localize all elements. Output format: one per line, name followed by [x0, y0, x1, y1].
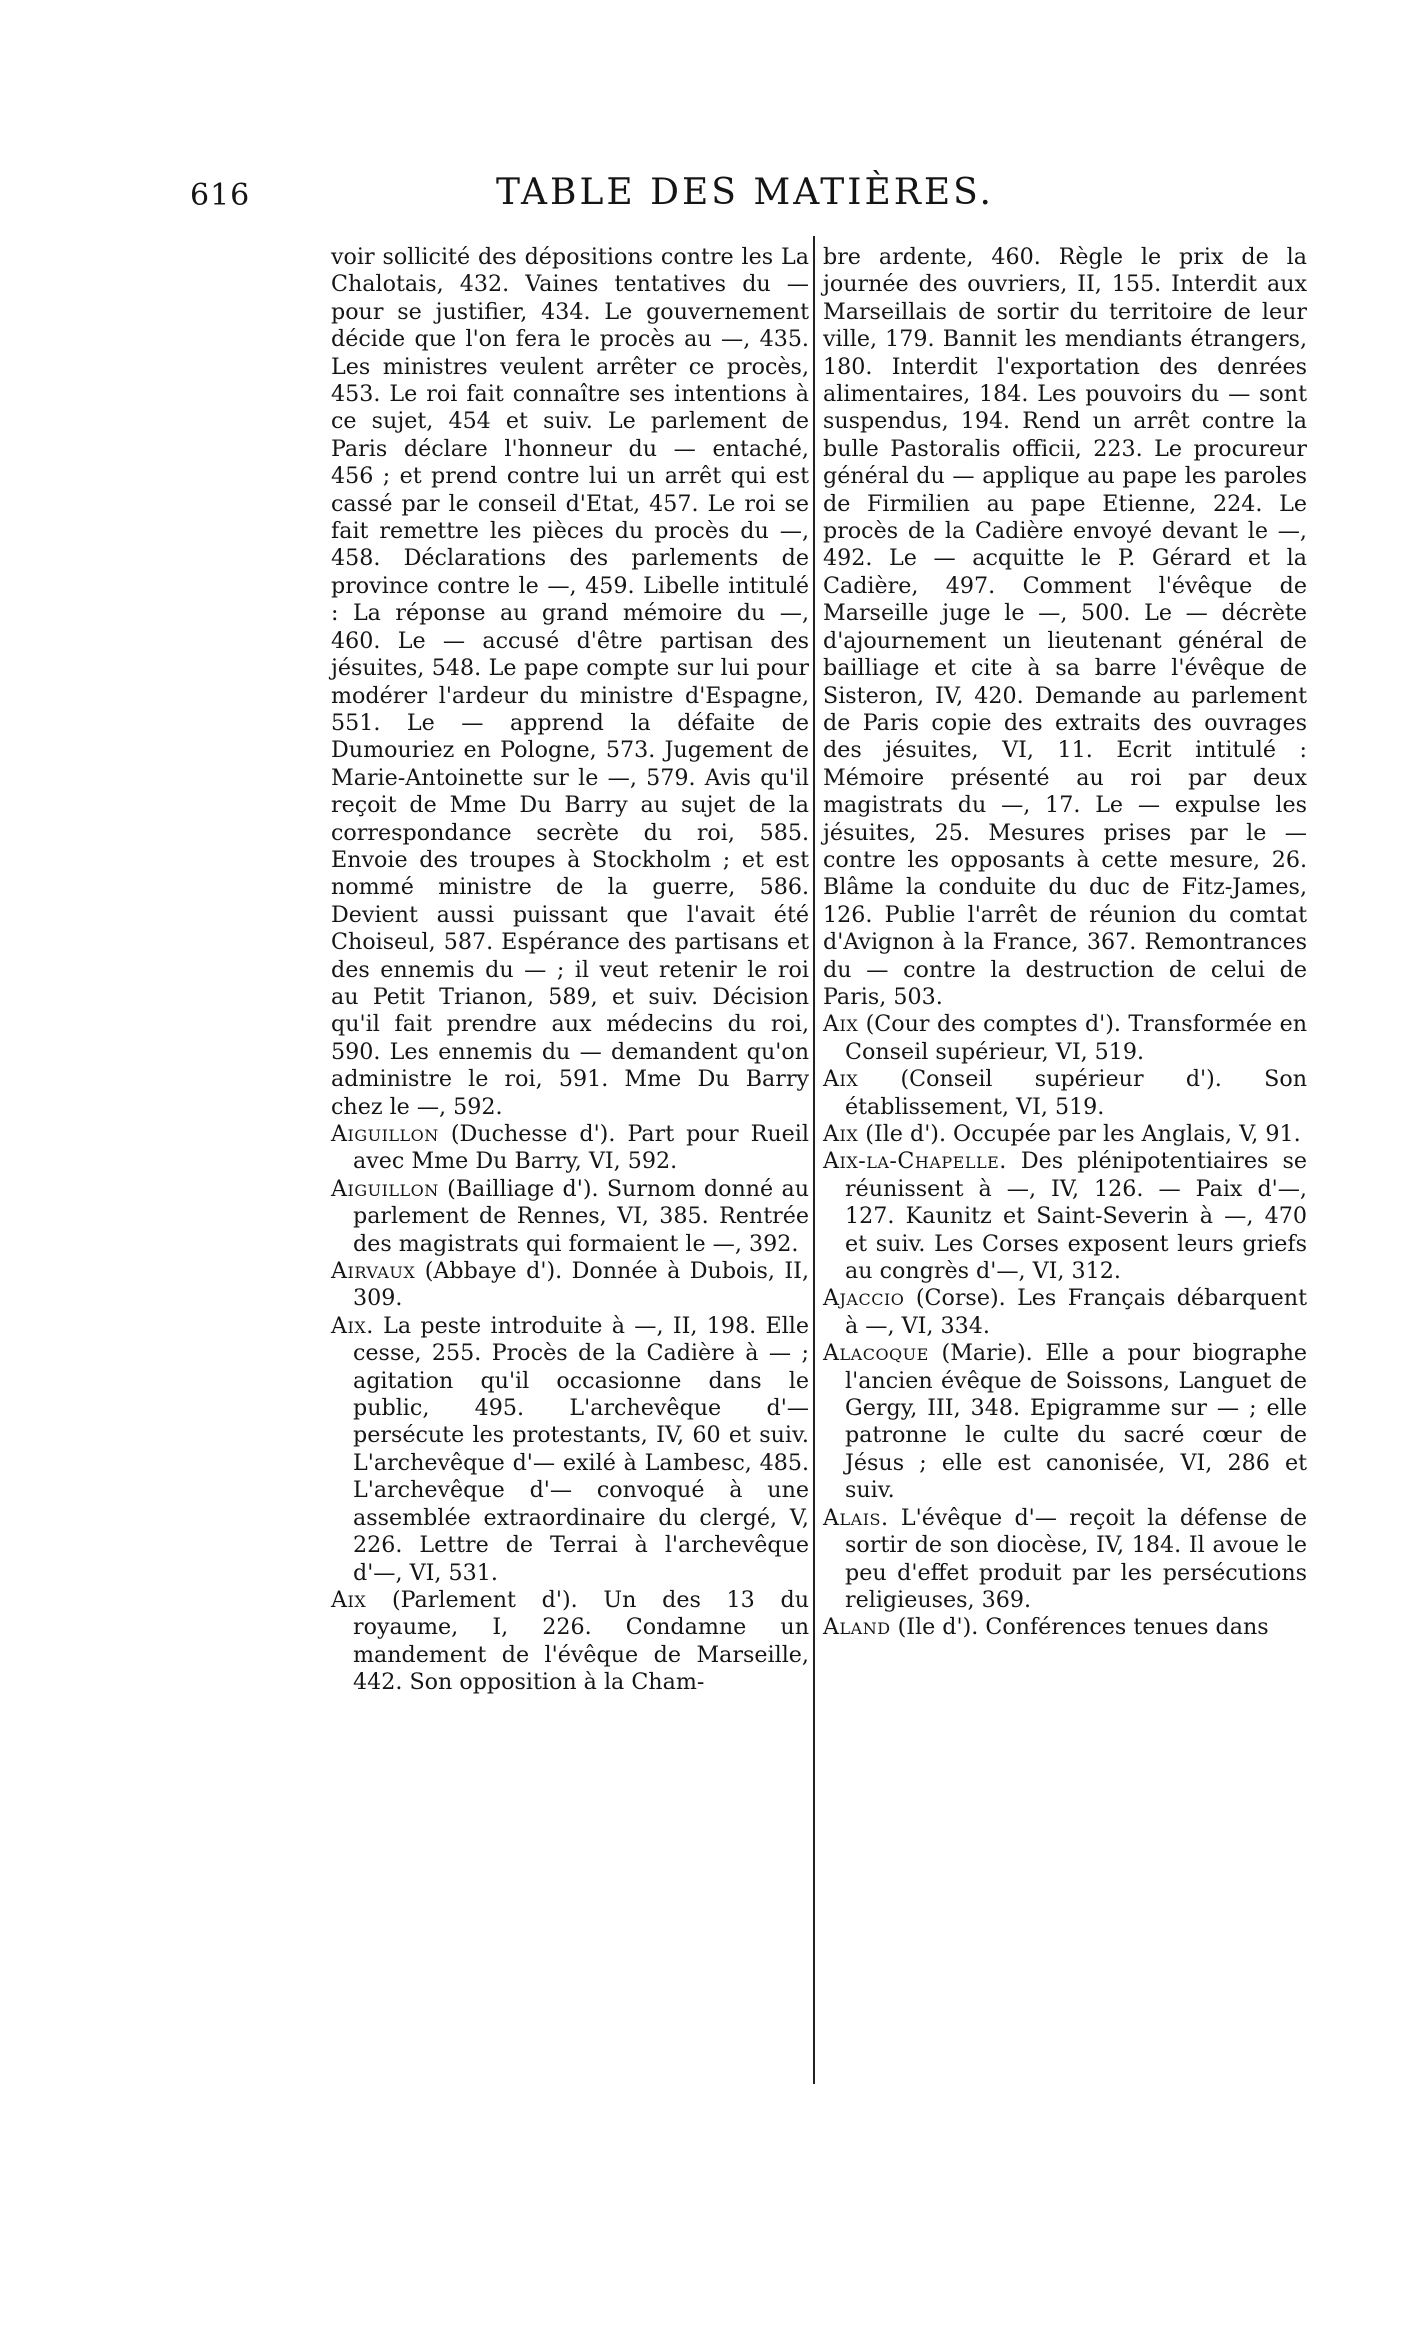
entry-headword: Aix: [823, 1066, 859, 1093]
entry-text: (Conseil supérieur d'). Son établissement, VI, 519.: [845, 1066, 1307, 1120]
entry-text: Des plénipotentiaires se réunissent à —, IV, 126. — Paix d'—, 127. Kaunitz et Saint-Severin à —, 470 et suiv. Les Corses exposent leurs griefs au congrès d'—, VI, 312.: [845, 1148, 1307, 1285]
entry-headword: Aix.: [331, 1312, 374, 1339]
entry-headword: Alais.: [823, 1504, 889, 1531]
entry-headword: Aix-la-Chapelle.: [823, 1148, 1007, 1175]
index-entry: [331, 1121, 809, 1176]
entry-headword: Aland: [823, 1614, 891, 1641]
column-divider: [813, 236, 815, 2084]
index-entry: [823, 1121, 1307, 1148]
entry-text: (Ile d'). Occupée par les Anglais, V, 91.: [858, 1121, 1301, 1147]
entry-text: (Parlement d'). Un des 13 du royaume, I, 226. Condamne un mandement de l'évêque de Marseille, 442. Son opposition à la Cham-: [353, 1586, 809, 1696]
index-entry: [823, 1340, 1307, 1504]
entry-text: (Duchesse d'). Part pour Rueil avec Mme Du Barry, VI, 592.: [353, 1121, 809, 1175]
running-title: TABLE DES MATIÈRES.: [496, 172, 994, 213]
index-entry: [823, 1148, 1307, 1285]
entry-text: (Abbaye d'). Donnée à Dubois, II, 309.: [353, 1258, 809, 1312]
index-entry: [823, 1066, 1307, 1121]
index-entry: [331, 1176, 809, 1258]
index-entry: [823, 1285, 1307, 1340]
right-column: [823, 244, 1307, 1642]
entry-text: bre ardente, 460. Règle le prix de la journée des ouvriers, II, 155. Interdit aux Marseillais de sortir du territoire de leur ville, 179. Bannit les mendiants étrangers, 180. Interdit l'exportation des denrées alimentaires, 184. Les pouvoirs du — sont suspendus, 194. Rend un arrêt contre la bulle Pastoralis officii, 223. Le procureur général du — applique au pape les paroles de Firmilien au pape Etienne, 224. Le procès de la Cadière envoyé devant le —, 492. Le — acquitte le P. Gérard et la Cadière, 497. Comment l'évêque de Marseille juge le —, 500. Le — décrète d'ajournement un lieutenant général de bailliage et cite à sa barre l'évêque de Sisteron, IV, 420. Demande au parlement de Paris copie des extraits des ouvrages des jésuites, VI, 11. Ecrit intitulé : Mémoire présenté au roi par deux magistrats du —, 17. Le — expulse les jésuites, 25. Mesures prises par le — contre les opposants à cette mesure, 26. Blâme la conduite du duc de Fitz-James, 126. Publie l'arrêt de réunion du comtat d'Avignon à la France, 367. Remontrances du — contre la destruction de celui de Paris, 503.: [823, 244, 1307, 1010]
index-continuation: [331, 244, 809, 1121]
page-number: 616: [190, 178, 251, 213]
index-entry: [823, 1011, 1307, 1066]
entry-headword: Ajaccio: [823, 1285, 905, 1312]
entry-text: (Marie). Elle a pour biographe l'ancien évêque de Soissons, Languet de Gergy, III, 348. Epigramme sur — ; elle patronne le culte du sacré cœur de Jésus ; elle est canonisée, VI, 286 et suiv.: [845, 1340, 1307, 1504]
entry-headword: Aix: [823, 1011, 859, 1038]
entry-text: La peste introduite à —, II, 198. Elle cesse, 255. Procès de la Cadière à — ; agitation qu'il occasionne dans le public, 495. L'archevêque d'— persécute les protestants, IV, 60 et suiv. L'archevêque d'— exilé à Lambesc, 485. L'archevêque d'— convoqué à une assemblée extraordinaire du clergé, V, 226. Lettre de Terrai à l'archevêque d'—, VI, 531.: [353, 1312, 809, 1586]
entry-text: voir sollicité des dépositions contre les La Chalotais, 432. Vaines tentatives du — pour se justifier, 434. Le gouvernement décide que l'on fera le procès au —, 435. Les ministres veulent arrêter ce procès, 453. Le roi fait connaître ses intentions à ce sujet, 454 et suiv. Le parlement de Paris déclare l'honneur du — entaché, 456 ; et prend contre lui un arrêt qui est cassé par le conseil d'Etat, 457. Le roi se fait remettre les pièces du procès du —, 458. Déclarations des parlements de province contre le —, 459. Libelle intitulé : La réponse au grand mémoire du —, 460. Le — accusé d'être partisan des jésuites, 548. Le pape compte sur lui pour modérer l'ardeur du ministre d'Espagne, 551. Le — apprend la défaite de Dumouriez en Pologne, 573. Jugement de Marie-Antoinette sur le —, 579. Avis qu'il reçoit de Mme Du Barry au sujet de la correspondance secrète du roi, 585. Envoie des troupes à Stockholm ; et est nommé ministre de la guerre, 586. Devient aussi puissant que l'avait été Choiseul, 587. Espérance des partisans et des ennemis du — ; il veut retenir le roi au Petit Trianon, 589, et suiv. Décision qu'il fait prendre aux médecins du roi, 590. Les ennemis du — demandent qu'on administre le roi, 591. Mme Du Barry chez le —, 592.: [331, 244, 809, 1120]
index-entry: [331, 1258, 809, 1313]
entry-headword: Aiguillon: [331, 1175, 439, 1202]
entry-text: (Cour des comptes d'). Transformée en Conseil supérieur, VI, 519.: [845, 1011, 1307, 1065]
entry-headword: Alacoque: [823, 1340, 929, 1367]
index-entry: [823, 1614, 1307, 1641]
index-entry: [331, 1313, 809, 1587]
entry-headword: Aiguillon: [331, 1121, 439, 1147]
entry-headword: Aix: [823, 1121, 859, 1147]
entry-text: (Ile d'). Conférences tenues dans: [890, 1614, 1269, 1641]
entry-text: (Bailliage d'). Surnom donné au parlement de Rennes, VI, 385. Rentrée des magistrats qui formaient le —, 392.: [353, 1175, 809, 1257]
index-entry: [823, 1505, 1307, 1615]
entry-text: L'évêque d'— reçoit la défense de sortir de son diocèse, IV, 184. Il avoue le peu d'effet produit par les persécutions religieuses, 369.: [845, 1504, 1307, 1613]
entry-headword: Airvaux: [331, 1258, 416, 1285]
entry-headword: Aix: [331, 1586, 367, 1613]
entry-text: (Corse). Les Français débarquent à —, VI, 334.: [845, 1285, 1307, 1339]
left-column: [331, 244, 809, 1697]
index-entry: [331, 1587, 809, 1697]
index-continuation: [823, 244, 1307, 1011]
